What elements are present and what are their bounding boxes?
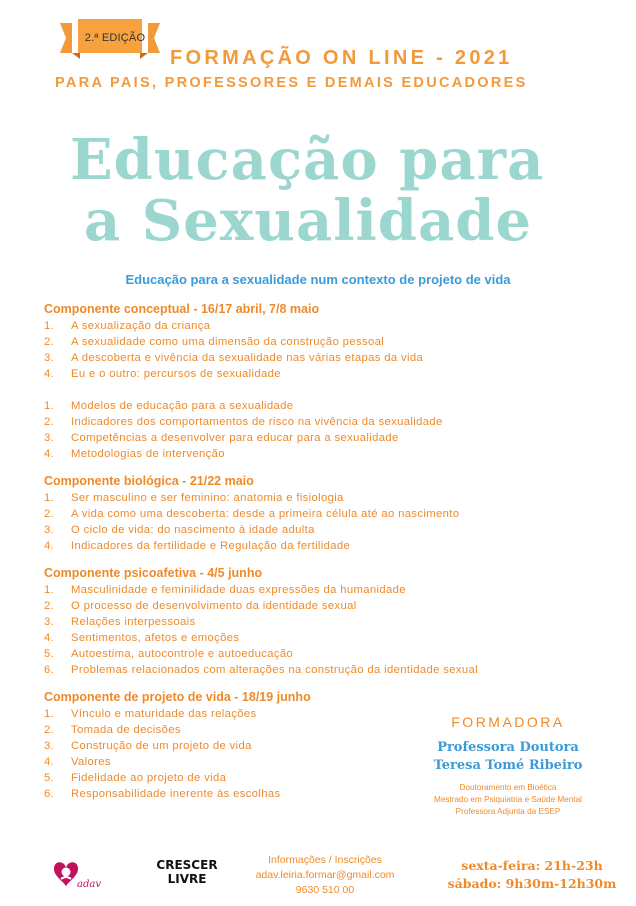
list-item xyxy=(44,318,604,334)
contact-email[interactable]: adav.leiria.formar@gmail.com xyxy=(255,869,395,881)
topic-list xyxy=(44,582,604,678)
list-item xyxy=(44,398,604,414)
list-item xyxy=(44,598,604,614)
trainer-credentials xyxy=(408,782,608,818)
item-text: Metodologias de intervenção xyxy=(71,448,225,460)
main-title xyxy=(70,127,590,254)
list-item xyxy=(44,662,604,678)
adav-logo-text: adav xyxy=(77,879,101,890)
item-number: 3. xyxy=(44,524,55,536)
item-number: 1. xyxy=(44,400,55,412)
item-number: 2. xyxy=(44,600,55,612)
item-text: Masculinidade e feminilidade duas expressões da humanidade xyxy=(71,584,406,596)
section-psychoaffective xyxy=(44,564,604,678)
item-number: 4. xyxy=(44,632,55,644)
schedule-block xyxy=(442,857,622,893)
trainer-name-line1: Professora Doutora xyxy=(437,740,579,755)
credential-line: Professora Adjunta da ESEP xyxy=(455,807,561,816)
list-item xyxy=(44,414,604,430)
list-item xyxy=(44,490,604,506)
topic-list xyxy=(44,318,604,382)
item-number: 2. xyxy=(44,336,55,348)
schedule-friday: sexta-feira: 21h-23h xyxy=(461,858,603,873)
list-item xyxy=(44,334,604,350)
contact-phone[interactable]: 9630 510 00 xyxy=(295,884,355,896)
section-conceptual xyxy=(44,300,604,462)
item-number: 2. xyxy=(44,416,55,428)
section-title: Componente biológica - 21/22 maio xyxy=(44,474,254,488)
list-item xyxy=(44,506,604,522)
list-item xyxy=(44,614,604,630)
item-text: Autoestima, autocontrole e autoeducação xyxy=(71,648,294,660)
item-text: A sexualidade como uma dimensão da construção pessoal xyxy=(71,336,385,348)
item-text: Indicadores dos comportamentos de risco na vivência da sexualidade xyxy=(71,416,443,428)
contact-label: Informações / Inscrições xyxy=(268,854,382,866)
crescer-logo-line2: LIVRE xyxy=(167,872,207,886)
item-text: A vida como uma descoberta: desde a primeira célula até ao nascimento xyxy=(71,508,460,520)
item-text: Problemas relacionados com alterações na construção da identidade sexual xyxy=(71,664,479,676)
crescer-logo-line1: CRESCER xyxy=(156,858,218,872)
trainer-name-line2: Teresa Tomé Ribeiro xyxy=(433,758,583,773)
topic-list xyxy=(44,398,604,462)
trainer-name xyxy=(408,739,608,775)
item-number: 5. xyxy=(44,648,55,660)
item-text: Construção de um projeto de vida xyxy=(71,740,252,752)
item-text: A descoberta e vivência da sexualidade nas várias etapas da vida xyxy=(71,352,424,364)
item-number: 3. xyxy=(44,616,55,628)
section-title: Componente psicoafetiva - 4/5 junho xyxy=(44,566,263,580)
trainer-block xyxy=(408,714,608,818)
edition-label: 2.ª EDIÇÃO xyxy=(84,32,146,44)
schedule-saturday: sábado: 9h30m-12h30m xyxy=(447,876,617,891)
item-number: 4. xyxy=(44,540,55,552)
item-text: A sexualização da criança xyxy=(71,320,211,332)
item-text: Responsabilidade inerente às escolhas xyxy=(71,788,281,800)
section-title: Componente conceptual - 16/17 abril, 7/8 maio xyxy=(44,302,320,316)
crescer-livre-logo xyxy=(148,858,226,886)
list-item xyxy=(44,646,604,662)
section-title: Componente de projeto de vida - 18/19 junho xyxy=(44,690,311,704)
item-number: 3. xyxy=(44,740,55,752)
item-number: 2. xyxy=(44,724,55,736)
list-item xyxy=(44,430,604,446)
item-number: 5. xyxy=(44,772,55,784)
topic-list xyxy=(44,490,604,554)
item-number: 4. xyxy=(44,756,55,768)
item-number: 1. xyxy=(44,320,55,332)
item-text: O ciclo de vida: do nascimento à idade adulta xyxy=(71,524,315,536)
adav-logo-icon xyxy=(50,855,112,897)
item-text: O processo de desenvolvimento da identidade sexual xyxy=(71,600,357,612)
contact-block xyxy=(240,853,410,898)
item-text: Ser masculino e ser feminino: anatomia e fisiologia xyxy=(71,492,344,504)
subtitle: Educação para a sexualidade num contexto de projeto de vida xyxy=(125,272,511,287)
item-number: 4. xyxy=(44,448,55,460)
item-number: 4. xyxy=(44,368,55,380)
item-text: Tomada de decisões xyxy=(71,724,181,736)
item-number: 2. xyxy=(44,508,55,520)
list-item xyxy=(44,582,604,598)
item-number: 3. xyxy=(44,432,55,444)
item-number: 6. xyxy=(44,788,55,800)
item-number: 3. xyxy=(44,352,55,364)
credential-line: Mestrado em Psiquiatria e Saúde Mental xyxy=(434,795,582,804)
item-text: Vínculo e maturidade das relações xyxy=(71,708,257,720)
audience-heading: PARA PAIS, PROFESSORES E DEMAIS EDUCADORES xyxy=(55,75,528,91)
list-item xyxy=(44,522,604,538)
item-text: Fidelidade ao projeto de vida xyxy=(71,772,227,784)
main-title-line1: Educação para xyxy=(70,127,545,193)
item-text: Eu e o outro: percursos de sexualidade xyxy=(71,368,281,380)
list-item xyxy=(44,366,604,382)
item-text: Modelos de educação para a sexualidade xyxy=(71,400,294,412)
item-text: Relações interpessoais xyxy=(71,616,196,628)
list-item xyxy=(44,446,604,462)
credential-line: Doutoramento em Bioética xyxy=(459,783,557,792)
item-text: Sentimentos, afetos e emoções xyxy=(71,632,240,644)
course-heading: FORMAÇÃO ON LINE - 2021 xyxy=(170,47,513,69)
item-number: 6. xyxy=(44,664,55,676)
item-text: Competências a desenvolver para educar para a sexualidade xyxy=(71,432,399,444)
item-number: 1. xyxy=(44,584,55,596)
trainer-label: FORMADORA xyxy=(451,714,565,730)
item-number: 1. xyxy=(44,492,55,504)
list-item xyxy=(44,350,604,366)
main-title-line2: a Sexualidade xyxy=(84,188,533,254)
list-item xyxy=(44,538,604,554)
list-item xyxy=(44,630,604,646)
section-biological xyxy=(44,472,604,554)
item-text: Indicadores da fertilidade e Regulação da fertilidade xyxy=(71,540,351,552)
item-number: 1. xyxy=(44,708,55,720)
item-text: Valores xyxy=(71,756,111,768)
